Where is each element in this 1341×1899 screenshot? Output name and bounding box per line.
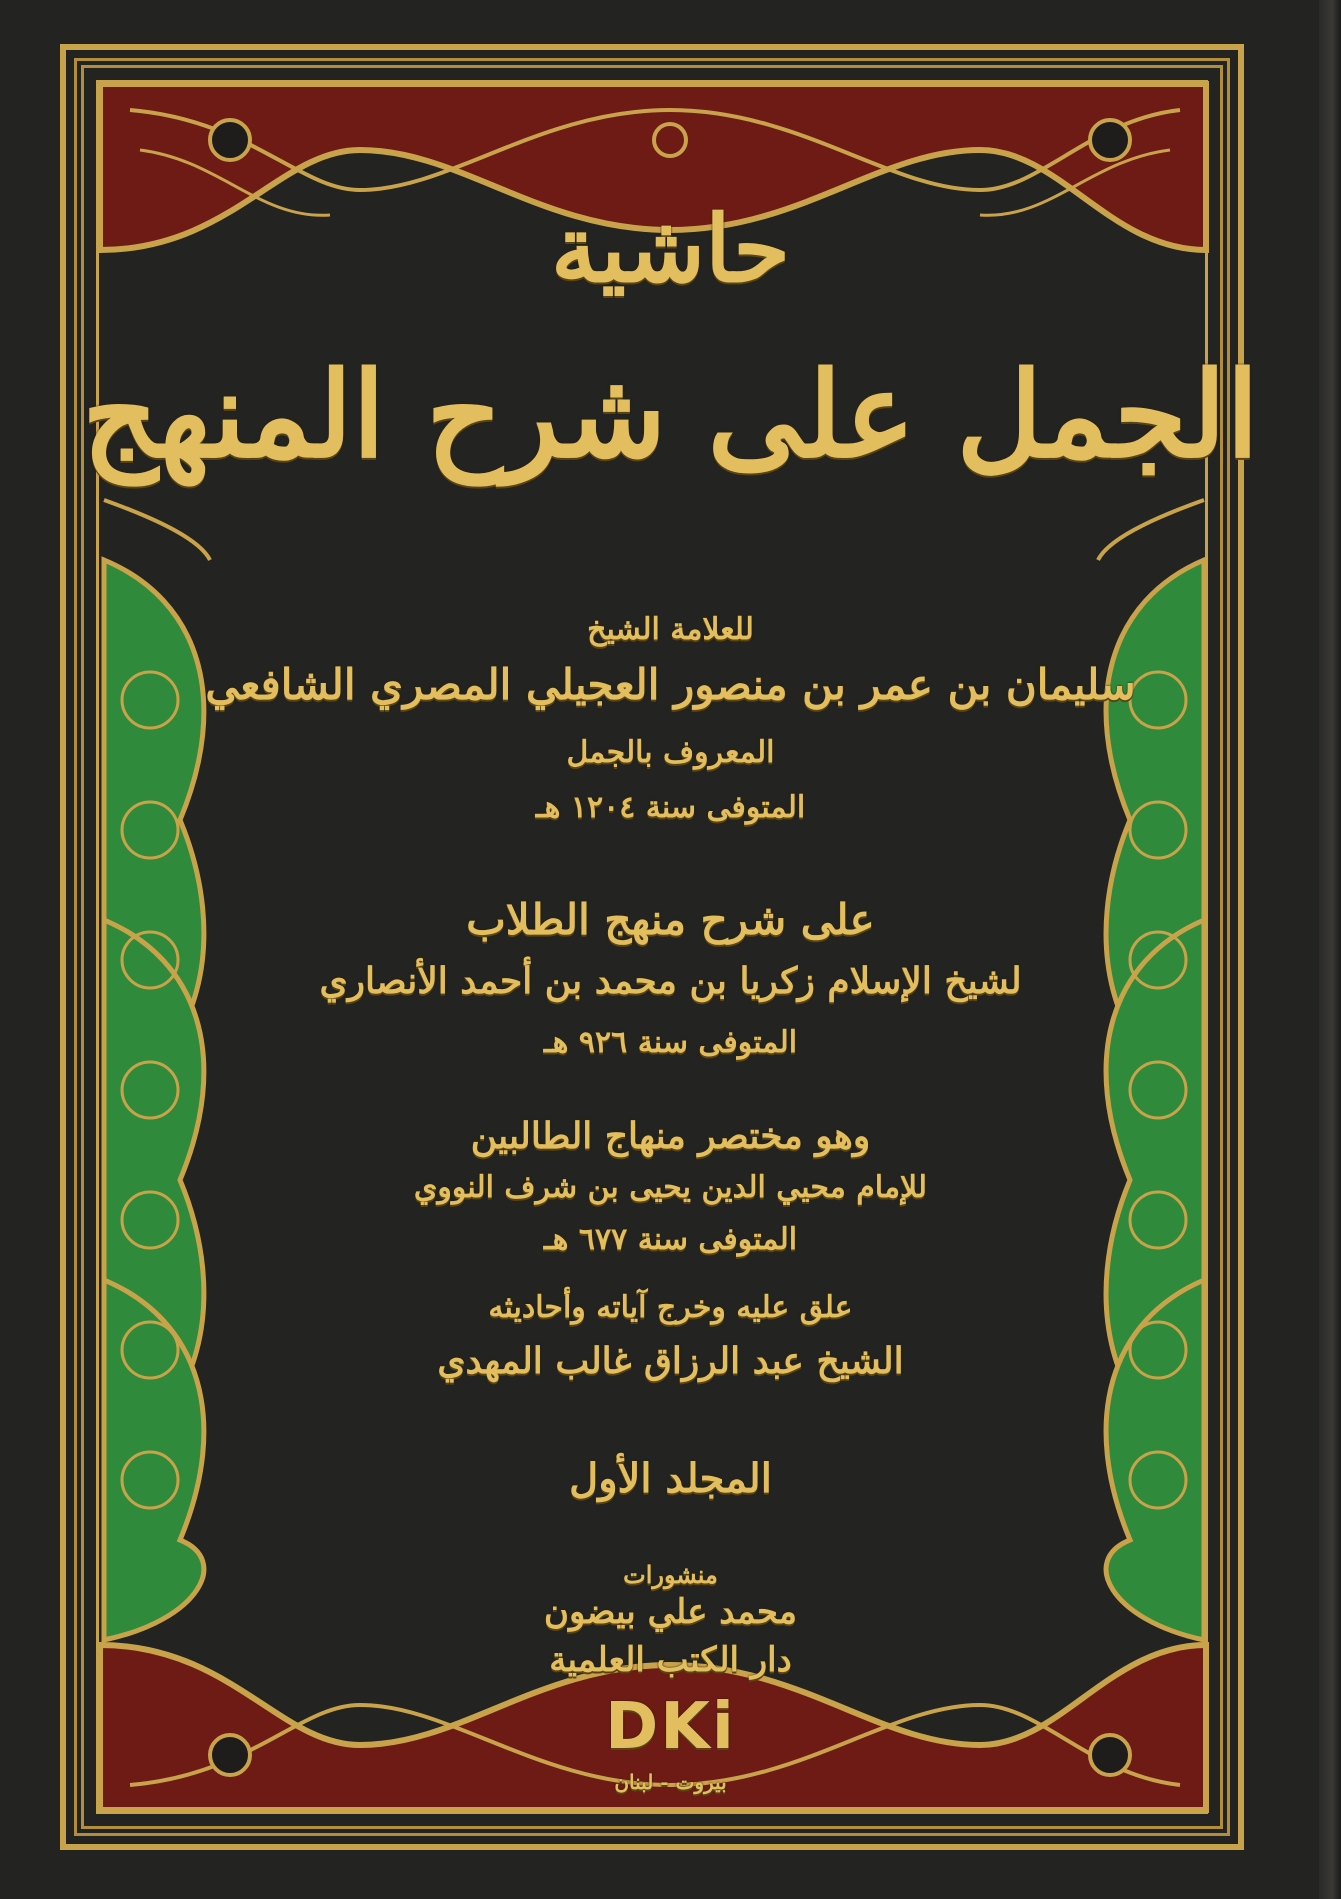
abridgement-death: المتوفى سنة ٦٧٧ هـ [543,1222,798,1257]
commentary-author: لشيخ الإسلام زكريا بن محمد بن أحمد الأنصاري [319,960,1022,1002]
commentary-on: على شرح منهج الطلاب [466,895,875,944]
title-line-2: الجمل على شرح المنهج [82,345,1259,484]
abridgement-of: وهو مختصر منهاج الطالبين [470,1115,871,1157]
editor-role: علق عليه وخرج آياته وأحاديثه [488,1290,853,1325]
editor-name: الشيخ عبد الرزاق غالب المهدي [437,1340,904,1382]
title-line-1: حاشية [550,195,791,303]
publisher-house: دار الكتب العلمية [549,1640,792,1680]
commentary-death: المتوفى سنة ٩٢٦ هـ [543,1025,798,1060]
publisher-label: منشورات [623,1560,718,1589]
author-intro: للعلامة الشيخ [587,612,754,647]
author-known-as: المعروف بالجمل [566,735,775,770]
publisher-logo: DKi [605,1690,736,1764]
author-name: سليمان بن عمر بن منصور العجيلي المصري الشافعي [205,660,1136,709]
author-death: المتوفى سنة ١٢٠٤ هـ [535,790,806,825]
volume-label: المجلد الأول [569,1455,772,1502]
publisher-city: بيروت - لبنان [614,1770,727,1794]
publisher-person: محمد علي بيضون [544,1592,797,1632]
abridgement-author: للإمام محيي الدين يحيى بن شرف النووي [413,1170,928,1205]
